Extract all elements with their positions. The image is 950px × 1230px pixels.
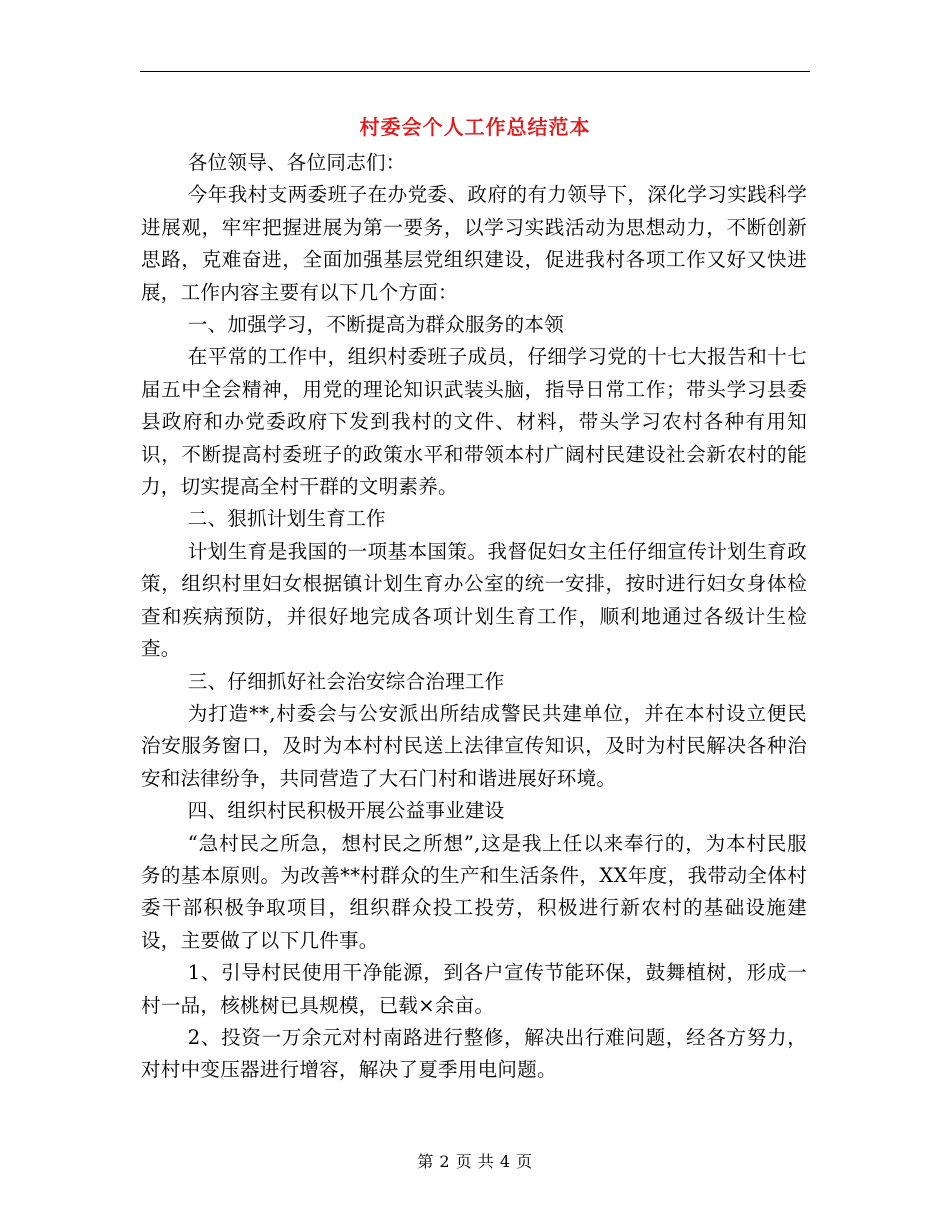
paragraph-intro: 今年我村支两委班子在办党委、政府的有力领导下，深化学习实践科学进展观，牢牢把握进展为第一要务，以学习实践活动为思想动力，不断创新思路，克难奋进，全面加强基层党组织建设，促进我村各项工作又好又快进展，工作内容主要有以下几个方面： (141, 183, 807, 304)
list-item-1: 1、引导村民使用干净能源，到各户宣传节能环保，鼓舞植树，形成一村一品，核桃树已具规模，已载×余亩。 (141, 961, 807, 1017)
section-heading-3: 三、仔细抓好社会治安综合治理工作 (187, 669, 505, 693)
section-heading-1: 一、加强学习，不断提高为群众服务的本领 (187, 313, 564, 337)
document-title: 村委会个人工作总结范本 (359, 115, 591, 139)
section-heading-4: 四、组织村民积极开展公益事业建设 (187, 799, 505, 823)
header-rule (140, 71, 810, 72)
page-number: 第 2 页 共 4 页 (417, 1152, 533, 1171)
paragraph-section-3: 为打造**,村委会与公安派出所结成警民共建单位，并在本村设立便民治安服务窗口，及时为本村村民送上法律宣传知识，及时为村民解决各种治安和法律纷争，共同营造了大石门村和谐进展好环境。 (141, 701, 807, 790)
list-item-2: 2、投资一万余元对村南路进行整修，解决出行难问题，经各方努力，对村中变压器进行增容，解决了夏季用电问题。 (141, 1025, 807, 1082)
paragraph-salutation: 各位领导、各位同志们： (187, 151, 406, 174)
paragraph-section-4: “急村民之所急，想村民之所想”,这是我上任以来奉行的，为本村民服务的基本原则。为改善**村群众的生产和生活条件，XX年度，我带动全体村委干部积极争取项目，组织群众投工投劳，积极进行新农村的基础设施建设，主要做了以下几件事。 (141, 831, 807, 952)
paragraph-section-1: 在平常的工作中，组织村委班子成员，仔细学习党的十七大报告和十七届五中全会精神，用党的理论知识武装头脑，指导日常工作；带头学习县委县政府和办党委政府下发到我村的文件、材料，带头学习农村各种有用知识，不断提高村委班子的政策水平和带领本村广阔村民建设社会新农村的能力，切实提高全村干群的文明素养。 (141, 345, 807, 499)
section-heading-2: 二、狠抓计划生育工作 (187, 507, 386, 531)
paragraph-section-2: 计划生育是我国的一项基本国策。我督促妇女主任仔细宣传计划生育政策，组织村里妇女根据镇计划生育办公室的统一安排，按时进行妇女身体检查和疾病预防，并很好地完成各项计划生育工作，顺利地通过各级计生检查。 (141, 539, 807, 661)
document-body (141, 147, 807, 1087)
